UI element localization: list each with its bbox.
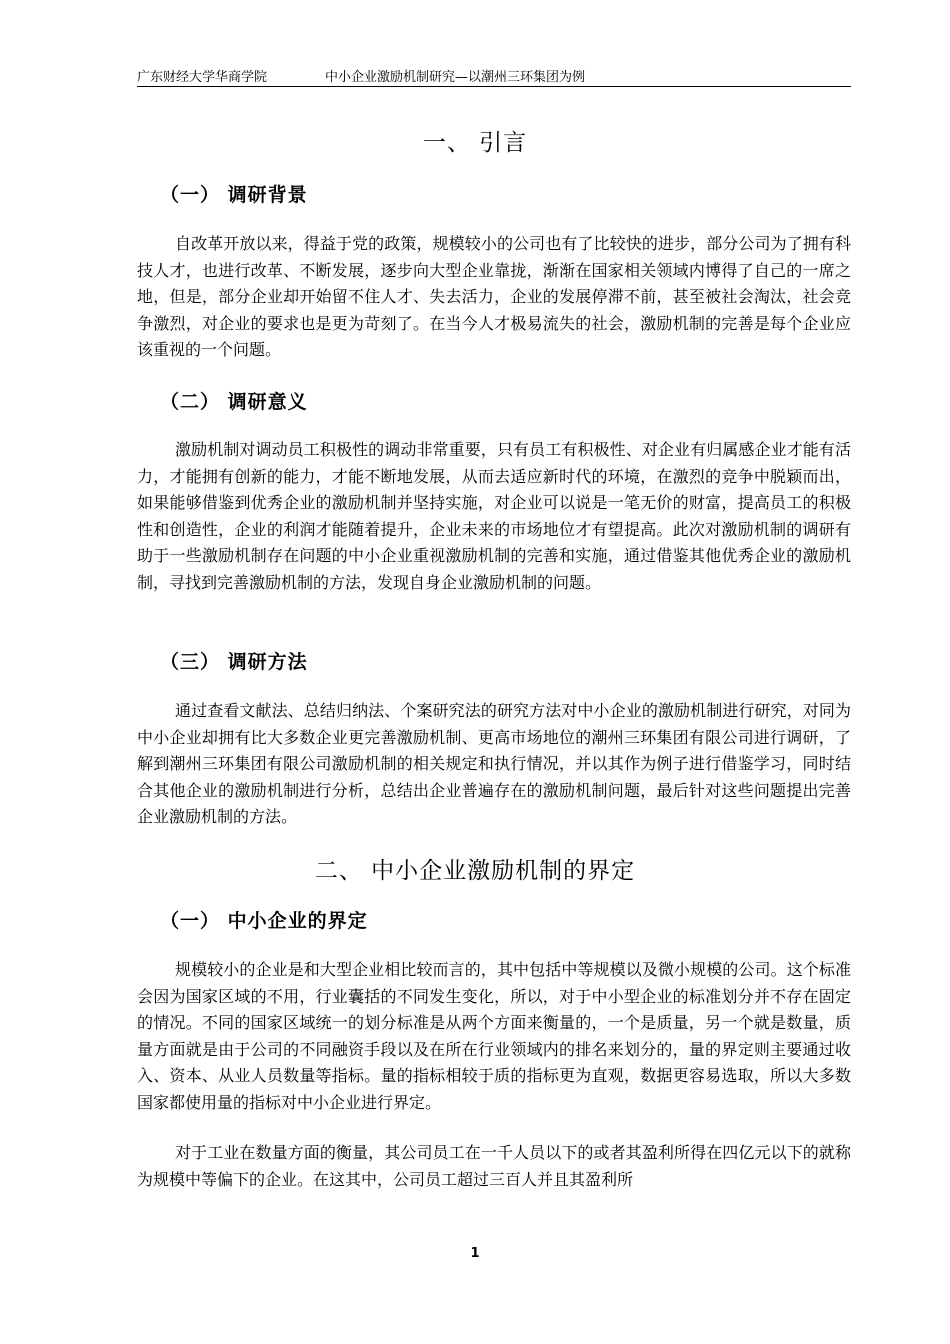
subsection-heading-method: （三） 调研方法 xyxy=(160,651,308,673)
page-number: 1 xyxy=(470,1246,480,1261)
paragraph-sme-definition: 规模较小的企业是和大型企业相比较而言的，其中包括中等规模以及微小规模的公司。这个标准会因为国家区域的不用，行业囊括的不同发生变化，所以，对于中小型企业的标准划分并不存在固定的情况。不同的国家区域统一的划分标准是从两个方面来衡量的，一个是质量，另一个就是数量，质量方面就是由于公司的不同融资手段以及在所在行业领域内的排名来划分的，量的界定则主要通过收入、资本、从业人员数量等指标。量的指标相较于质的指标更为直观，数据更容易选取，所以大多数国家都使用量的指标对中小企业进行界定。 xyxy=(137,960,851,1112)
paragraph-method: 通过查看文献法、总结归纳法、个案研究法的研究方法对中小企业的激励机制进行研究，对同为中小企业却拥有比大多数企业更完善激励机制、更高市场地位的潮州三环集团有限公司进行调研，了解到潮州三环集团有限公司激励机制的相关规定和执行情况，并以其作为例子进行借鉴学习，同时结合其他企业的激励机制进行分析，总结出企业普遍存在的激励机制问题，最后针对这些问题提出完善企业激励机制的方法。 xyxy=(137,701,851,826)
section-heading-introduction: 一、 引言 xyxy=(422,130,528,156)
page-header xyxy=(137,64,851,87)
subsection-heading-significance: （二） 调研意义 xyxy=(160,391,308,413)
header-title: 中小企业激励机制研究—以潮州三环集团为例 xyxy=(325,70,586,85)
subsection-heading-background: （一） 调研背景 xyxy=(160,184,308,206)
subsection-heading-sme-definition: （一） 中小企业的界定 xyxy=(160,910,368,932)
header-school: 广东财经大学华商学院 xyxy=(137,70,268,85)
paragraph-industry-measure: 对于工业在数量方面的衡量，其公司员工在一千人员以下的或者其盈利所得在四亿元以下的就称为规模中等偏下的企业。在这其中，公司员工超过三百人并且其盈利所 xyxy=(137,1143,851,1189)
paragraph-significance: 激励机制对调动员工积极性的调动非常重要，只有员工有积极性、对企业有归属感企业才能有活力，才能拥有创新的能力，才能不断地发展，从而去适应新时代的环境，在激烈的竞争中脱颖而出，如果能够借鉴到优秀企业的激励机制并坚持实施，对企业可以说是一笔无价的财富，提高员工的积极性和创造性，企业的利润才能随着提升，企业未来的市场地位才有望提高。此次对激励机制的调研有助于一些激励机制存在问题的中小企业重视激励机制的完善和实施，通过借鉴其他优秀企业的激励机制，寻找到完善激励机制的方法，发现自身企业激励机制的问题。 xyxy=(137,440,851,592)
paragraph-background: 自改革开放以来，得益于党的政策，规模较小的公司也有了比较快的进步，部分公司为了拥有科技人才，也进行改革、不断发展，逐步向大型企业靠拢，渐渐在国家相关领域内博得了自己的一席之地，但是，部分企业却开始留不住人才、失去活力，企业的发展停滞不前，甚至被社会淘汰，社会竞争激烈，对企业的要求也是更为苛刻了。在当今人才极易流失的社会，激励机制的完善是每个企业应该重视的一个问题。 xyxy=(137,234,851,359)
section-heading-definition: 二、 中小企业激励机制的界定 xyxy=(314,858,636,884)
